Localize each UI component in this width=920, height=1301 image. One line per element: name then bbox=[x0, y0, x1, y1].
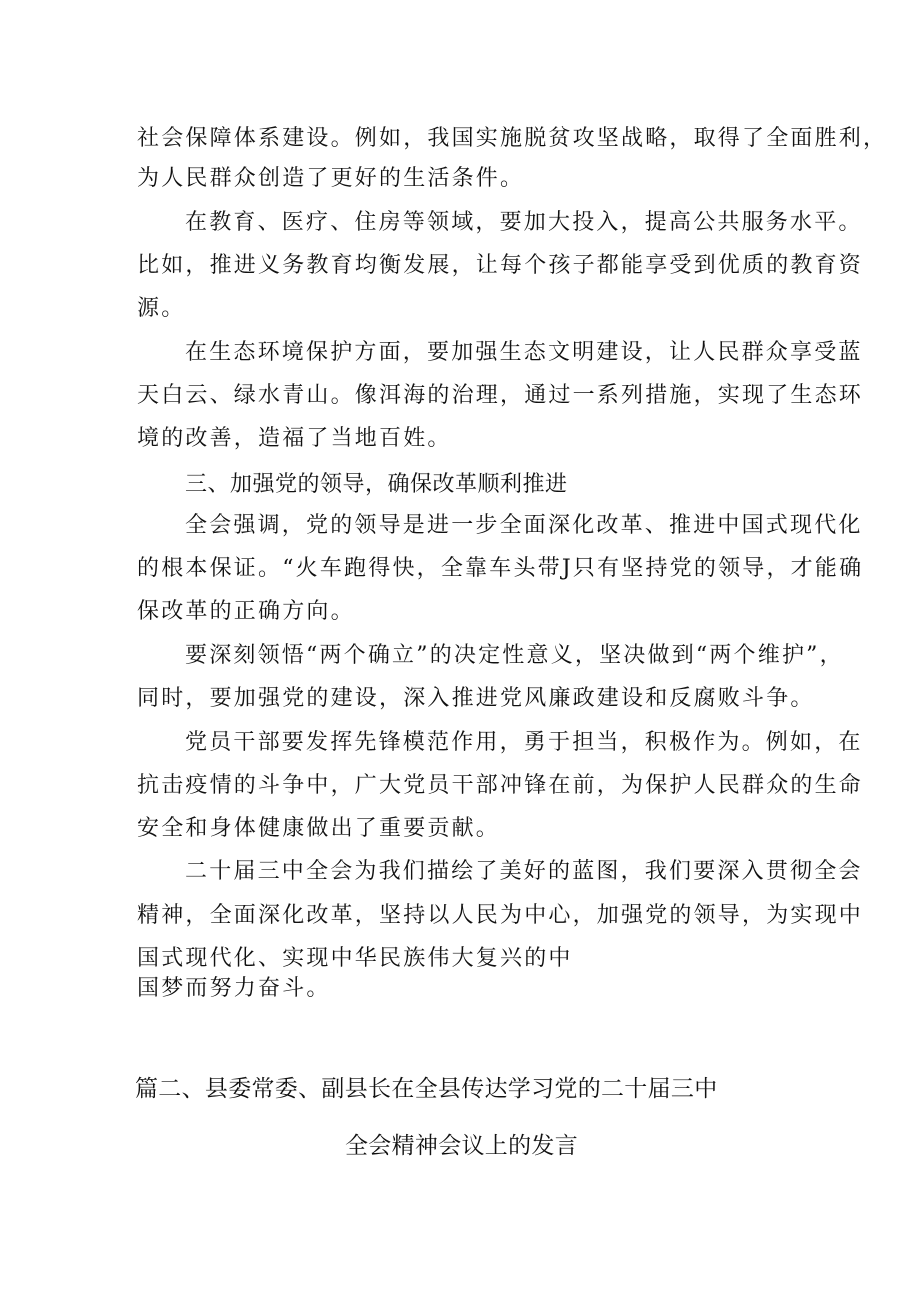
paragraph-line: 党员干部要发挥先锋模范作用，勇于担当，积极作为。例如，在 bbox=[185, 730, 863, 755]
paragraph-line: 的根本保证。“火车跑得快，全靠车头带J只有坚持党的领导，才能确 bbox=[137, 556, 864, 581]
section-heading: 三、加强党的领导，确保改革顺利推进 bbox=[185, 472, 568, 497]
paragraph-line: 二十届三中全会为我们描绘了美好的蓝图，我们要深入贯彻全会 bbox=[185, 859, 863, 884]
paragraph-line: 抗击疫情的斗争中，广大党员干部冲锋在前，为保护人民群众的生命 bbox=[137, 773, 864, 798]
paragraph-line: 要深刻领悟“两个确立”的决定性意义，坚决做到“两个维护”， bbox=[185, 643, 844, 668]
paragraph-line: 在教育、医疗、住房等领域，要加大投入，提高公共服务水平。 bbox=[185, 210, 863, 235]
article-title-line: 全会精神会议上的发言 bbox=[345, 1133, 578, 1159]
article-title-line: 篇二、县委常委、副县长在全县传达学习党的二十届三中 bbox=[135, 1076, 718, 1102]
paragraph-line: 全会强调，党的领导是进一步全面深化改革、推进中国式现代化 bbox=[185, 513, 863, 538]
paragraph-line: 保改革的正确方向。 bbox=[137, 599, 355, 624]
paragraph-line: 天白云、绿水青山。像洱海的治理，通过一系列措施，实现了生态环 bbox=[137, 383, 864, 408]
paragraph-line: 国式现代化、实现中华民族伟大复兴的中 bbox=[137, 946, 573, 971]
paragraph-line: 源。 bbox=[137, 296, 186, 321]
paragraph-line: 社会保障体系建设。例如，我国实施脱贫攻坚战略，取得了全面胜利， bbox=[137, 126, 888, 151]
paragraph-line: 境的改善，造福了当地百姓。 bbox=[137, 426, 452, 451]
paragraph-line: 比如，推进义务教育均衡发展，让每个孩子都能享受到优质的教育资 bbox=[137, 253, 864, 278]
paragraph-line: 同时，要加强党的建设，深入推进党风廉政建设和反腐败斗争。 bbox=[137, 686, 815, 711]
paragraph-line: 国梦而努力奋斗。 bbox=[137, 976, 331, 1001]
paragraph-line: 精神，全面深化改革，坚持以人民为中心，加强党的领导，为实现中 bbox=[137, 903, 864, 928]
paragraph-line: 安全和身体健康做出了重要贡献。 bbox=[137, 816, 501, 841]
paragraph-line: 在生态环境保护方面，要加强生态文明建设，让人民群众享受蓝 bbox=[185, 340, 863, 365]
paragraph-line: 为人民群众创造了更好的生活条件。 bbox=[137, 166, 525, 191]
